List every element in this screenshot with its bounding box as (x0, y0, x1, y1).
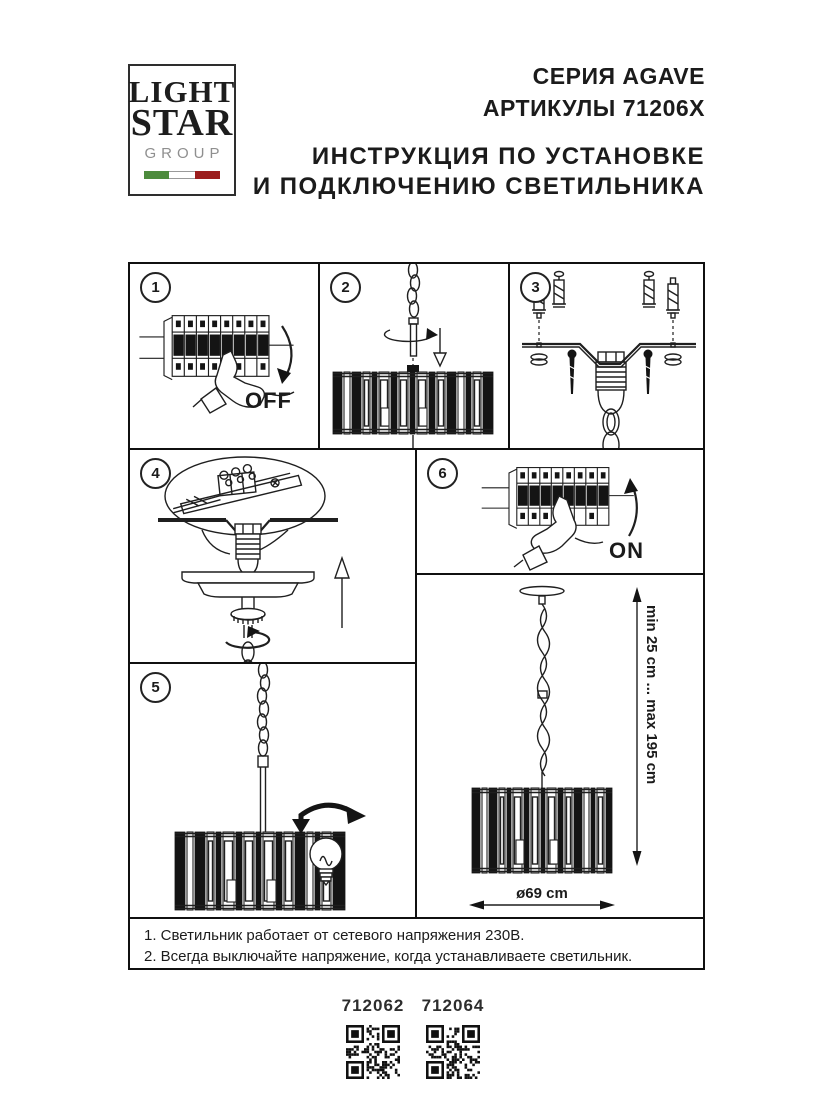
diameter-dimension: ø69 cm (516, 885, 568, 902)
qr-code (426, 1025, 480, 1079)
product-712064 (420, 996, 486, 1084)
step-4-panel (128, 448, 417, 664)
step-2-panel (318, 262, 510, 450)
step-number: 5 (140, 672, 171, 703)
on-label: ON (609, 538, 644, 563)
step-3-panel (508, 262, 705, 450)
step-number: 2 (330, 272, 361, 303)
wiring-canopy-illustration (130, 450, 415, 662)
step-number: 1 (140, 272, 171, 303)
notes-panel (128, 917, 705, 970)
step-number: 3 (520, 272, 551, 303)
page-title: ИНСТРУКЦИЯ ПО УСТАНОВКЕ И ПОДКЛЮЧЕНИЮ СВЕТИЛЬНИКА (252, 143, 705, 200)
series-name: СЕРИЯ AGAVE (532, 63, 705, 89)
flag-red (195, 171, 220, 179)
series-header (483, 60, 705, 124)
articles: АРТИКУЛЫ 71206X (482, 95, 705, 121)
bulb-install-illustration (130, 664, 415, 917)
chandelier-dimensions-illustration (417, 575, 703, 917)
italian-flag-stripe (144, 171, 220, 179)
logo-word-star: STAR (130, 102, 234, 144)
note-switch-off: 2. Всегда выключайте напряжение, когда устанавливаете светильник. (144, 948, 633, 965)
qr-code (346, 1025, 400, 1079)
breaker-on-illustration (417, 450, 703, 573)
product-712062 (340, 996, 406, 1084)
logo-word-light: LIGHT (128, 74, 236, 109)
product-code: 712062 (341, 996, 405, 1015)
step-5-panel (128, 662, 417, 919)
flag-green (144, 171, 169, 179)
off-label: OFF (245, 388, 292, 413)
step-6-panel (415, 448, 705, 575)
logo-word-group: GROUP (144, 145, 225, 162)
note-voltage: 1. Светильник работает от сетевого напряжения 230В. (144, 927, 525, 944)
step-number: 4 (140, 458, 171, 489)
flag-white (169, 171, 194, 179)
height-range-dimension: min 25 cm ... max 195 cm (643, 605, 660, 785)
product-code: 712064 (421, 996, 485, 1015)
step-1-panel (128, 262, 320, 450)
lightstar-logo (128, 64, 236, 196)
step-number: 6 (427, 458, 458, 489)
dimensions-panel (415, 573, 705, 919)
